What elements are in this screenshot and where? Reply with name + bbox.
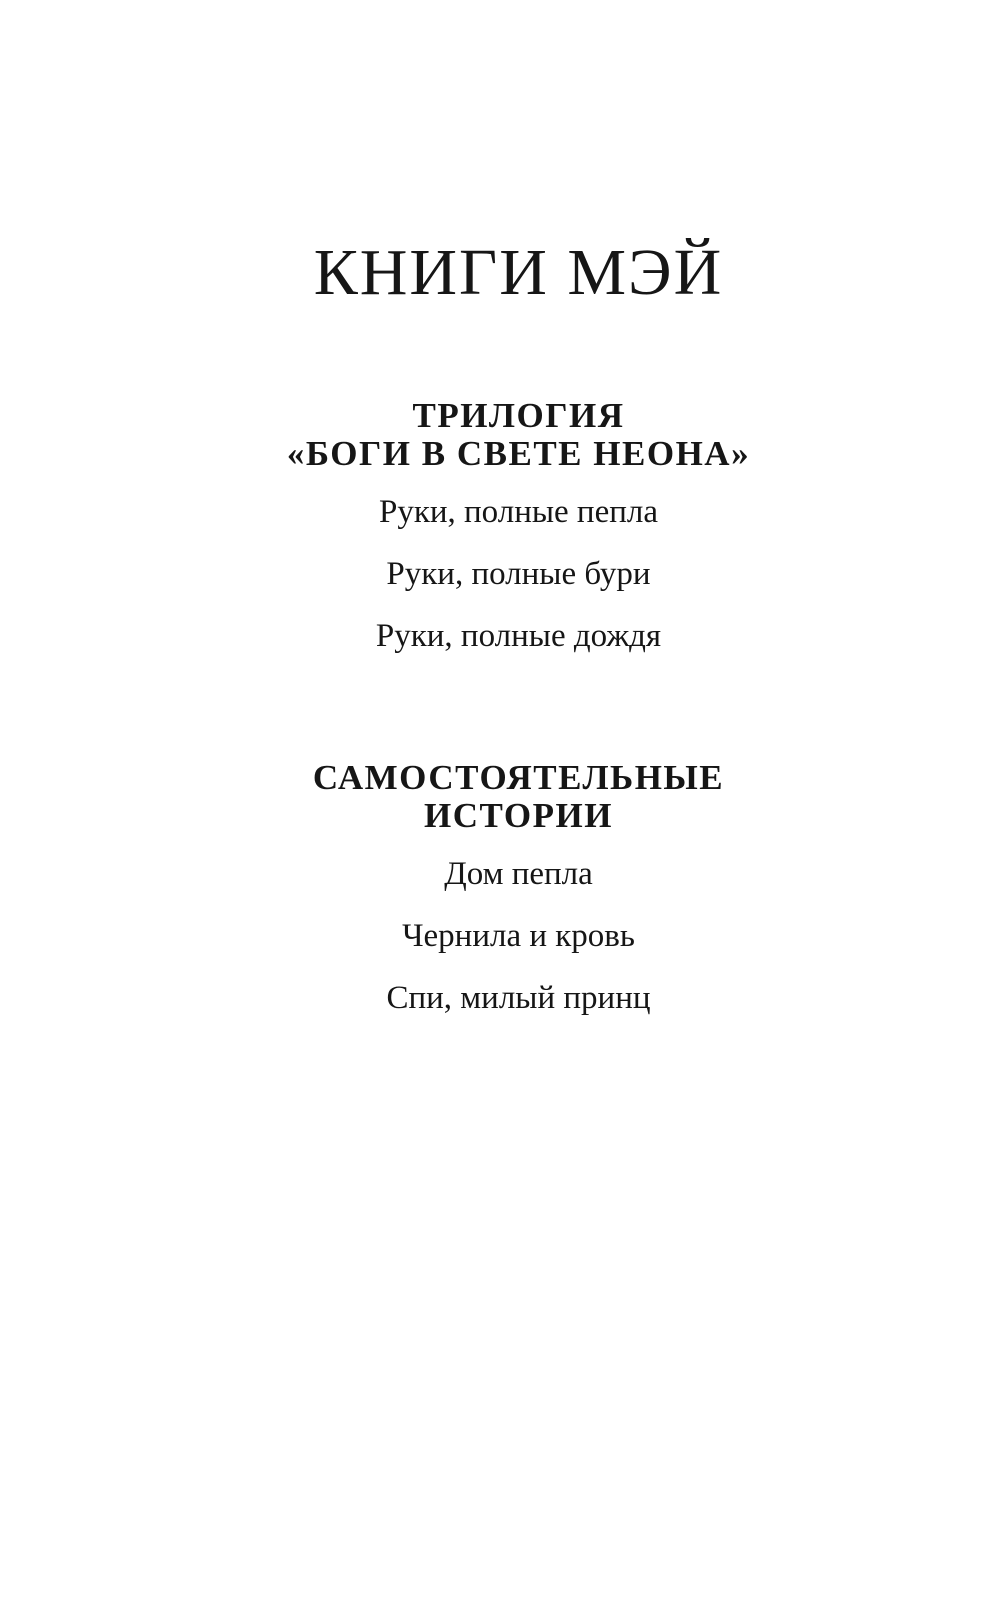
book-title: Руки, полные дождя <box>375 618 662 654</box>
section-heading-line: САМОСТОЯТЕЛЬНЫЕ <box>312 758 725 797</box>
book-title: Руки, полные пепла <box>378 494 659 530</box>
section-heading <box>37 759 1000 835</box>
book-title: Руки, полные бури <box>386 556 651 592</box>
section-standalone-stories <box>37 759 1000 1018</box>
section-heading-line: ТРИЛОГИЯ <box>412 396 625 435</box>
book-title: Чернила и кровь <box>402 918 635 954</box>
page-title: КНИГИ МЭЙ <box>313 236 724 309</box>
book-title: Спи, милый принц <box>386 980 651 1016</box>
section-trilogy <box>37 397 1000 656</box>
section-heading <box>37 397 1000 473</box>
book-title: Дом пепла <box>444 856 593 892</box>
section-heading-line: ИСТОРИИ <box>424 796 613 835</box>
section-heading-line: «БОГИ В СВЕТЕ НЕОНА» <box>286 434 751 473</box>
